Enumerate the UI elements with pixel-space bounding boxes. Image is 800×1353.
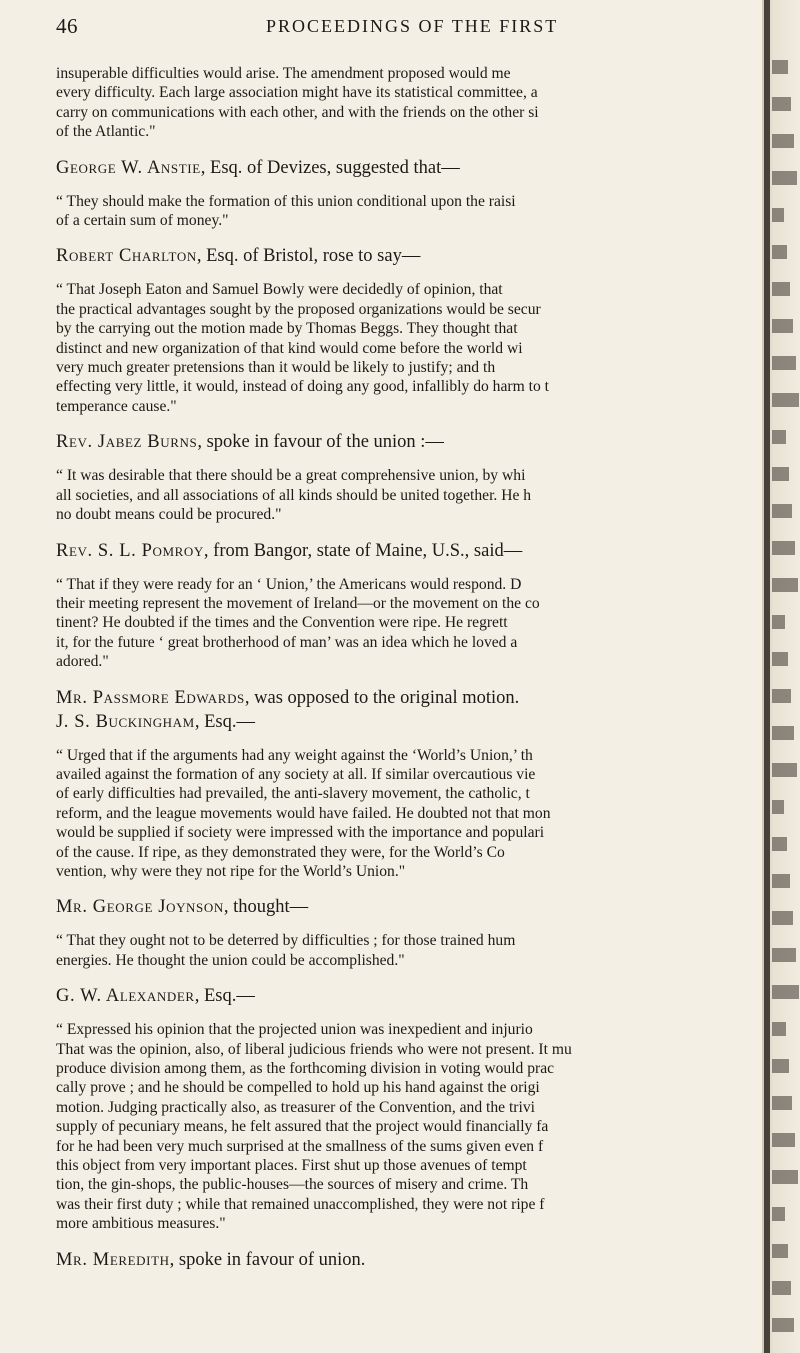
facing-page-bleed — [772, 541, 795, 555]
text-line: “ They should make the formation of this union conditional upon the raisi — [56, 192, 516, 210]
facing-page-bleed — [772, 1281, 791, 1295]
speaker-intro: , spoke in favour of the union :— — [197, 432, 444, 453]
facing-page-bleed — [772, 800, 784, 814]
facing-page-bleed — [772, 1318, 794, 1332]
text-line: of a certain sum of money." — [56, 212, 229, 230]
page-header — [56, 14, 756, 44]
speaker-name: Mr. Passmore Edwards — [56, 687, 245, 708]
facing-page-bleed — [772, 911, 793, 925]
speaker-intro: , thought— — [223, 897, 309, 918]
speaker-line — [56, 686, 768, 710]
quoted-paragraph — [56, 64, 768, 142]
facing-page-bleed — [772, 689, 791, 703]
facing-page-bleed — [772, 1022, 786, 1036]
text-line: every difficulty. Each large association might have its statistical committee, a — [56, 84, 538, 102]
speaker-line — [56, 539, 768, 563]
speaker-line — [56, 1248, 768, 1272]
text-line: all societies, and all associations of all kinds should be united together. He h — [56, 486, 532, 504]
facing-page-bleed — [772, 1244, 788, 1258]
speaker-line — [56, 895, 768, 919]
binding-edge — [764, 0, 770, 1353]
text-line: by the carrying out the motion made by Thomas Beggs. They thought that — [56, 320, 518, 338]
speaker-name: Mr. George Joynson — [56, 897, 224, 918]
facing-page-bleed — [772, 60, 788, 74]
speaker-intro: , was opposed to the original motion. — [244, 687, 520, 708]
facing-page-bleed — [772, 763, 797, 777]
text-line: tion, the gin-shops, the public-houses—the sources of misery and crime. Th — [56, 1176, 529, 1194]
text-line: “ That they ought not to be deterred by difficulties ; for those trained hum — [56, 932, 516, 950]
quoted-paragraph — [56, 192, 768, 231]
facing-page-bleed — [772, 245, 787, 259]
facing-page-bleed — [772, 985, 799, 999]
text-line: carry on communications with each other, and with the friends on the other si — [56, 103, 539, 121]
speaker-name: Rev. S. L. Pomroy — [56, 540, 204, 561]
facing-page-bleed — [772, 1059, 789, 1073]
facing-page-bleed — [772, 1096, 792, 1110]
text-line: very much greater pretensions than it would be likely to justify; and th — [56, 359, 496, 377]
text-line: reform, and the league movements would have failed. He doubted not that mon — [56, 804, 551, 822]
text-line: of early difficulties had prevailed, the anti-slavery movement, the catholic, t — [56, 785, 530, 803]
text-line: “ It was desirable that there should be a great comprehensive union, by whi — [56, 467, 526, 485]
text-line: for he had been very much surprised at the smallness of the sums given even f — [56, 1137, 544, 1155]
speaker-name: George W. Anstie — [56, 157, 201, 178]
text-line: more ambitious measures." — [56, 1215, 226, 1233]
quoted-paragraph — [56, 575, 768, 672]
facing-page-bleed — [772, 652, 788, 666]
facing-page-bleed — [772, 467, 789, 481]
text-line: of the Atlantic." — [56, 123, 156, 141]
speaker-line — [56, 710, 768, 734]
facing-page-bleed — [772, 504, 792, 518]
text-line: insuperable difficulties would arise. The amendment proposed would me — [56, 65, 511, 82]
quoted-paragraph — [56, 280, 768, 416]
text-line: this object from very important places. First shut up those avenues of tempt — [56, 1157, 527, 1175]
facing-page-bleed — [772, 319, 793, 333]
page-number: 46 — [56, 14, 78, 38]
text-line: their meeting represent the movement of Ireland—or the movement on the co — [56, 594, 540, 612]
text-line: was their first duty ; while that remained unaccomplished, they were not ripe f — [56, 1195, 545, 1213]
facing-page-bleed — [772, 1170, 798, 1184]
speaker-intro: , from Bangor, state of Maine, U.S., said— — [203, 540, 523, 561]
facing-page-bleed — [772, 393, 799, 407]
speaker-intro: , Esq.— — [194, 986, 255, 1007]
text-line: supply of pecuniary means, he felt assured that the project would financially fa — [56, 1118, 549, 1136]
speaker-name: Mr. Meredith — [56, 1249, 170, 1270]
facing-page-bleed — [772, 134, 794, 148]
facing-page-bleed — [772, 97, 791, 111]
facing-page-bleed — [772, 282, 790, 296]
text-line: temperance cause." — [56, 397, 177, 415]
text-column — [56, 64, 768, 1284]
text-line: energies. He thought the union could be accomplished." — [56, 951, 405, 969]
speaker-intro: , spoke in favour of union. — [169, 1249, 366, 1270]
speaker-intro: , Esq.— — [194, 711, 255, 732]
text-line: no doubt means could be procured." — [56, 506, 282, 524]
text-line: adored." — [56, 653, 109, 671]
text-line: vention, why were they not ripe for the World’s Union." — [56, 862, 406, 880]
speaker-line — [56, 984, 768, 1008]
facing-page-bleed — [772, 726, 794, 740]
text-line: distinct and new organization of that kind would come before the world wi — [56, 339, 523, 357]
facing-page-bleed — [772, 837, 787, 851]
text-line: the practical advantages sought by the proposed organizations would be secur — [56, 300, 541, 318]
facing-page-bleed — [772, 208, 784, 222]
quoted-paragraph — [56, 466, 768, 524]
quoted-paragraph — [56, 746, 768, 882]
speaker-name: G. W. Alexander — [56, 986, 195, 1007]
speaker-intro: , Esq. of Devizes, suggested that— — [200, 157, 460, 178]
text-line: would be supplied if society were impressed with the importance and populari — [56, 824, 545, 842]
facing-page-bleed — [772, 948, 796, 962]
facing-page-bleed — [772, 171, 797, 185]
text-line: availed against the formation of any society at all. If similar overcautious vie — [56, 765, 536, 783]
speaker-name: Robert Charlton — [56, 246, 197, 267]
quoted-paragraph — [56, 1020, 768, 1233]
text-line: “ Urged that if the arguments had any weight against the ‘World’s Union,’ th — [56, 746, 533, 764]
speaker-line — [56, 156, 768, 180]
text-line: it, for the future ‘ great brotherhood of man’ was an idea which he loved a — [56, 633, 518, 651]
text-line: “ Expressed his opinion that the projected union was inexpedient and injurio — [56, 1021, 533, 1039]
speaker-line — [56, 430, 768, 454]
speaker-line — [56, 244, 768, 268]
text-line: motion. Judging practically also, as treasurer of the Convention, and the trivi — [56, 1098, 535, 1116]
facing-page-bleed — [772, 1133, 795, 1147]
speaker-name: J. S. Buckingham — [56, 711, 195, 732]
text-line: of the cause. If ripe, as they demonstrated they were, for the World’s Co — [56, 843, 505, 861]
text-line: “ That if they were ready for an ‘ Union,’ the Americans would respond. D — [56, 575, 522, 593]
facing-page-bleed — [772, 1207, 785, 1221]
text-line: That was the opinion, also, of liberal judicious friends who were not present. It mu — [56, 1040, 572, 1058]
text-line: cally prove ; and he should be compelled to hold up his hand against the origi — [56, 1079, 540, 1097]
quoted-paragraph — [56, 931, 768, 970]
facing-page-bleed — [772, 356, 796, 370]
speaker-name: Rev. Jabez Burns — [56, 432, 198, 453]
facing-page-bleed — [772, 430, 786, 444]
facing-page-bleed — [772, 615, 785, 629]
text-line: tinent? He doubted if the times and the Convention were ripe. He regrett — [56, 614, 508, 632]
text-line: produce division among them, as the forthcoming division in voting would prac — [56, 1060, 555, 1077]
text-line: effecting very little, it would, instead of doing any good, infallibly do harm to t — [56, 378, 549, 396]
running-head: PROCEEDINGS OF THE FIRST — [266, 16, 559, 36]
facing-page-bleed — [772, 874, 790, 888]
facing-page-bleed — [772, 578, 798, 592]
speaker-intro: , Esq. of Bristol, rose to say— — [196, 246, 421, 267]
text-line: “ That Joseph Eaton and Samuel Bowly were decidedly of opinion, that — [56, 281, 503, 299]
